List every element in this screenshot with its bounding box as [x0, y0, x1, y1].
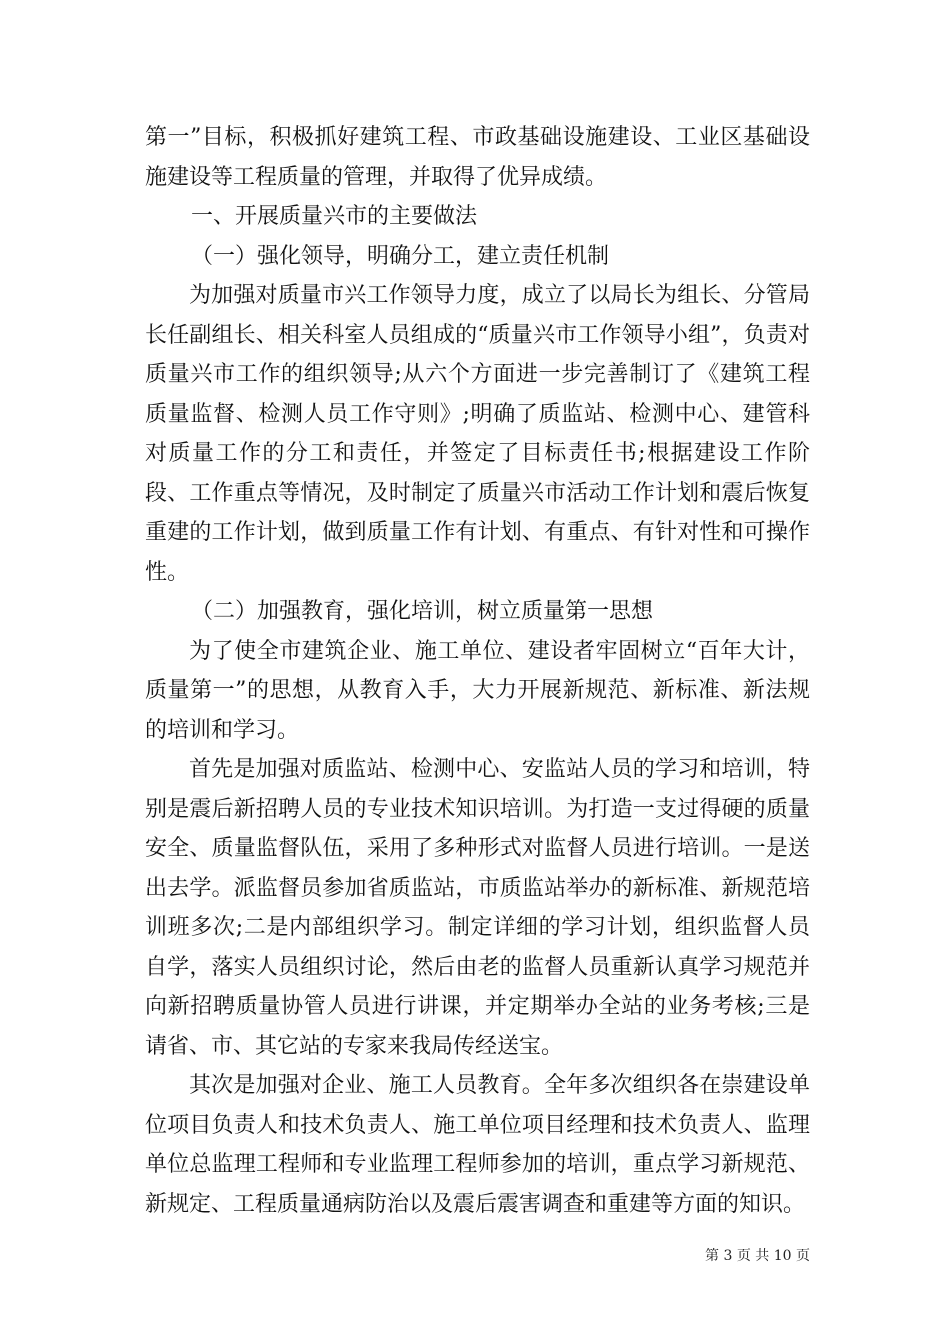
page-number: 第 3 页 共 10 页: [705, 1248, 810, 1264]
body-paragraph: 为加强对质量市兴工作领导力度，成立了以局长为组长、分管局长任副组长、相关科室人员组成的“质量兴市工作领导小组”，负责对质量兴市工作的组织领导;从六个方面进一步完善制订了《建筑工程质量监督、检测人员工作守则》;明确了质监站、检测中心、建管科对质量工作的分工和责任，并签定了目标责任书;根据建设工作阶段、工作重点等情况，及时制定了质量兴市活动工作计划和震后恢复重建的工作计划，做到质量工作有计划、有重点、有针对性和可操作性。: [145, 283, 810, 585]
body-paragraph: 其次是加强对企业、施工人员教育。全年多次组织各在崇建设单位项目负责人和技术负责人、施工单位项目经理和技术负责人、监理单位总监理工程师和专业监理工程师参加的培训，重点学习新规范、新规定、工程质量通病防治以及震后震害调查和重建等方面的知识。: [145, 1073, 810, 1217]
document-body: [145, 118, 810, 1224]
body-paragraph: 为了使全市建筑企业、施工单位、建设者牢固树立“百年大计，质量第一”的思想，从教育入手，大力开展新规范、新标准、新法规的培训和学习。: [145, 638, 810, 743]
subsection-heading: （一）强化领导，明确分工，建立责任机制: [191, 243, 610, 269]
paragraph-continuation: 第一”目标，积极抓好建筑工程、市政基础设施建设、工业区基础设施建设等工程质量的管理，并取得了优异成绩。: [145, 125, 810, 190]
subsection-heading: （二）加强教育，强化培训，树立质量第一思想: [191, 599, 654, 624]
section-heading: 一、开展质量兴市的主要做法: [191, 204, 478, 229]
body-paragraph: 首先是加强对质监站、检测中心、安监站人员的学习和培训，特别是震后新招聘人员的专业技术知识培训。为打造一支过得硬的质量安全、质量监督队伍，采用了多种形式对监督人员进行培训。一是送出去学。派监督员参加省质监站，市质监站举办的新标准、新规范培训班多次;二是内部组织学习。制定详细的学习计划，组织监督人员自学，落实人员组织讨论，然后由老的监督人员重新认真学习规范并向新招聘质量协管人员进行讲课，并定期举办全站的业务考核;三是请省、市、其它站的专家来我局传经送宝。: [145, 757, 810, 1059]
